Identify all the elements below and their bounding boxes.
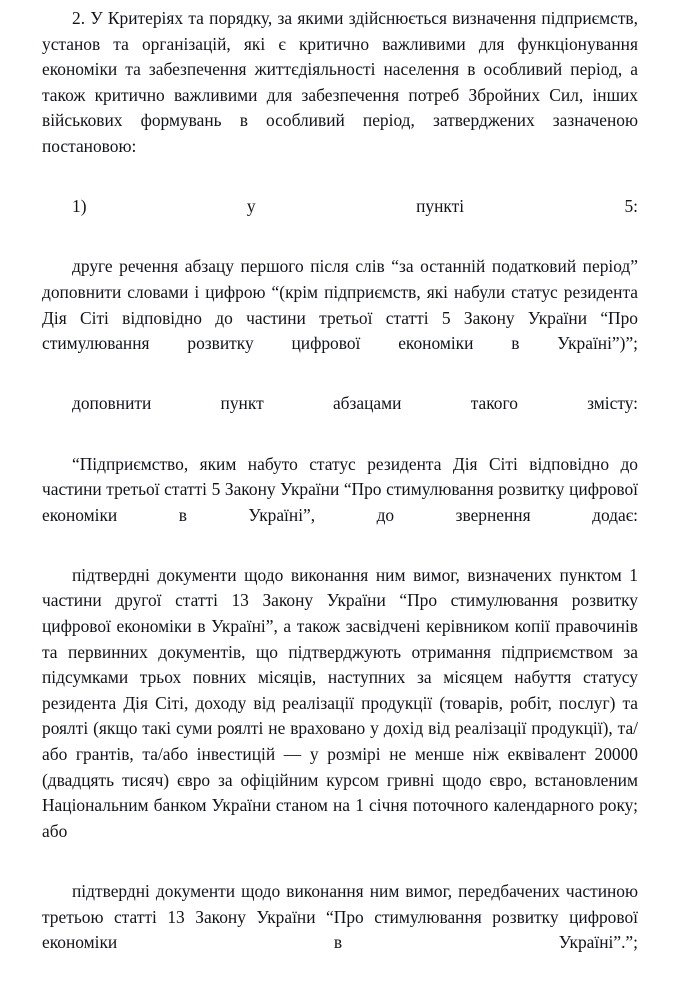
paragraph-item-2-intro: 2. У Критеріях та порядку, за якими здійснюється визначення підприємств, установ та організацій, які є критично важливими для функціонування економіки та забезпечення життєдіяльності населення в особливий період, а також критично важливими для забезпечення потреб Збройних Сил, інших військових формувань в особливий період, затверджених зазначеною постановою: [42,8,638,156]
paragraph-new-paragraph-intro: “Підприємство, яким набуто статус резидента Дія Сіті відповідно до частини третьої статті 5 Закону України “Про стимулювання розвитку цифрової економіки в Україні”, до звернення додає: [42,453,638,525]
paragraph-new-paragraph-documents-2: підтвердні документи щодо виконання ним вимог, передбачених частиною третьою статті 13 Закону України “Про стимулювання розвитку цифрової економіки в Україні”.”; [42,881,638,953]
paragraph-amendment-second-sentence: друге речення абзацу першого після слів “за останній податковий період” доповнити словами і цифрою “(крім підприємств, які набули статус резидента Дія Сіті відповідно до частини третьої статті 5 Закону України “Про стимулювання розвитку цифрової економіки в Україні”)”; [42,256,638,354]
paragraph-new-paragraph-documents-1: підтвердні документи щодо виконання ним вимог, визначених пунктом 1 частини другої статті 13 Закону України “Про стимулювання розвитку цифрової економіки в Україні”, а також засвідчені керівником копії правочинів та первинних документів, що підтверджують отримання підприємством за підсумками трьох повних місяців, наступних за місяцем набуття статусу резидента Дія Сіті, доходу від реалізації продукції (товарів, робіт, послуг) та роялті (якщо такі суми роялті не враховано у дохід від реалізації продукції), та/або грантів, та/або інвестицій — у розмірі не менше ніж еквівалент 20000 (двадцять тисяч) євро за офіційним курсом гривні щодо євро, встановленим Національним банком України станом на 1 січня поточного календарного року; або [42,564,638,841]
paragraph-amendment-add-paragraphs: доповнити пункт абзацами такого змісту: [72,393,638,414]
paragraph-subitem-1: 1) у пункті 5: [72,196,638,217]
